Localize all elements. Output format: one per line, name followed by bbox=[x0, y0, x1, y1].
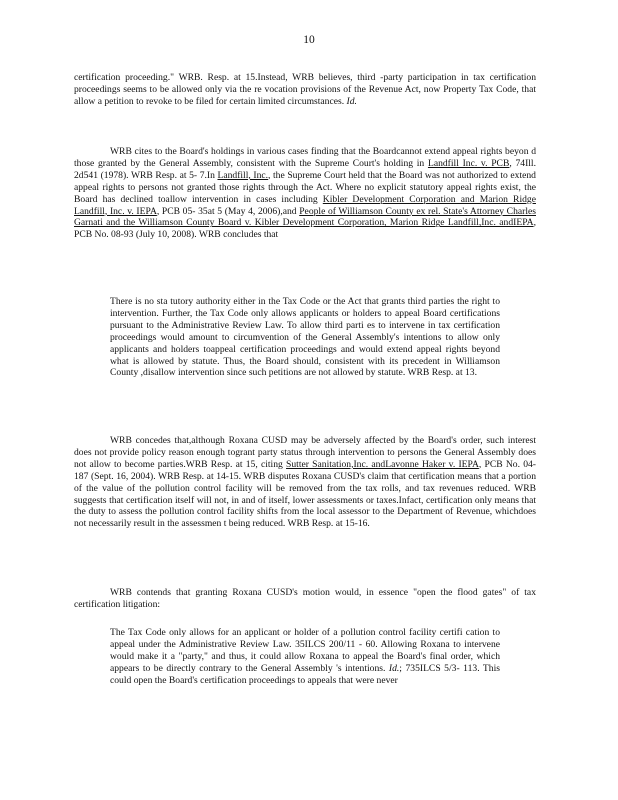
case-citation-landfill: Landfill Inc. v. PCB bbox=[427, 157, 510, 169]
paragraph-board-holdings bbox=[74, 146, 536, 241]
paragraph-revocation-provisions bbox=[74, 72, 536, 108]
case-citation-landfill-short: Landfill, Inc. bbox=[217, 169, 269, 181]
paragraph-text: , PCB 05- 35at 5 (May 4, 2006),and bbox=[156, 205, 297, 217]
page-number: 10 bbox=[303, 34, 315, 46]
paragraph-wrb-concedes bbox=[74, 435, 536, 530]
paragraph-text: ; 735ILCS 5/3- 113. This could open the Board's certification proceedings to appeals that were never bbox=[110, 662, 500, 686]
paragraph-text: certification proceeding." WRB. Resp. at 15.Instead, WRB believes, third -party participation in tax certification proceedings seems to be allowed only via the re vocation provisions of the Revenue Act, now Property Tax Code, that allow a petition to revoke to be filed for certain limited circumstances. bbox=[74, 72, 536, 107]
block-quote-tax-code bbox=[110, 627, 500, 687]
case-citation-kibler: Kibler Development Corporation and Marion Ridge Landfill, Inc. v. IEPA bbox=[74, 193, 536, 217]
block-quote-statutory-authority: There is no sta tutory authority either in the Tax Code or the Act that grants third parties the right to intervention. Further, the Tax Code only allows applicants or holders to appeal Board certifications pursuant to the Administrative Review Law. To allow third parti es to intervene in tax certification proceedings would amount to circumvention of the General Assembly's intentions to allow only applicants and holders toappeal certification proceedings and would extend appeal rights beyond what is allowed by statute. Thus, the Board should, consistent with its precedent in Williamson County ,disallow intervention since such petitions are not allowed by statute. WRB Resp. at 13. bbox=[110, 296, 500, 379]
paragraph-text: WRB concedes that,although Roxana CUSD may be adversely affected by the Board's order, such interest does not provide policy reason enough togrant party status through intervention to persons the General Assembly does not allow to become parties.WRB Resp. at 15, citing bbox=[74, 435, 536, 470]
id-citation: Id. bbox=[388, 662, 400, 674]
paragraph-text: , PCB No. 08-93 (July 10, 2008). WRB concludes that bbox=[74, 217, 536, 241]
paragraph-text: , the Supreme Court held that the Board was not authorized to extend appeal rights to persons not granted those rights through the Act. Where no explicit statutory appeal rights exist, the Board has declined toallow intervention in cases including bbox=[74, 169, 536, 205]
id-citation: Id. bbox=[346, 95, 357, 107]
paragraph-text: The Tax Code only allows for an applicant or holder of a pollution control facility certifi cation to appeal under the Administrative Review Law. 35ILCS 200/11 - 60. Allowing Roxana to intervene would make it a "party," and thus, it could allow Roxana to appeal the Board's final order, which appears to be directly contrary to the General Assembly 's intentions. bbox=[110, 627, 500, 674]
paragraph-text: WRB cites to the Board's holdings in various cases finding that the Boardcannot extend appeal rights beyon d those granted by the General Assembly, consistent with the Supreme Court's holding in bbox=[74, 146, 536, 169]
paragraph-text: , PCB No. 04- 187 (Sept. 16, 2004). WRB Resp. at 14-15. WRB disputes Roxana CUSD's claim that certification means that a portion of the value of the pollution control facility will be removed from the tax rolls, and tax revenues reduced. WRB suggests that certification itself will not, in and of itself, lower assessments or taxes.Infact, certification only means that the duty to assess the pollution control facility shifts from the local assessor to the Department of Revenue, whichdoes not necessarily result in the assessmen t being reduced. WRB Resp. at 15-16. bbox=[74, 458, 536, 530]
paragraph-text: , 74Ill. 2d541 (1978). WRB Resp. at 5- 7.In bbox=[74, 157, 536, 181]
case-citation-sutter: Sutter Sanitation,Inc. andLavonne Haker v. IEPA bbox=[286, 458, 479, 470]
paragraph-flood-gates: WRB contends that granting Roxana CUSD's motion would, in essence "open the flood gates" of tax certification litigation: bbox=[74, 587, 536, 610]
case-citation-williamson: People of Williamson County ex rel. State's Attorney Charles Garnati and the Williamson County Board v. Kibler Development Corporation, Marion Ridge Landfill,Inc. andIEPA bbox=[74, 205, 536, 229]
